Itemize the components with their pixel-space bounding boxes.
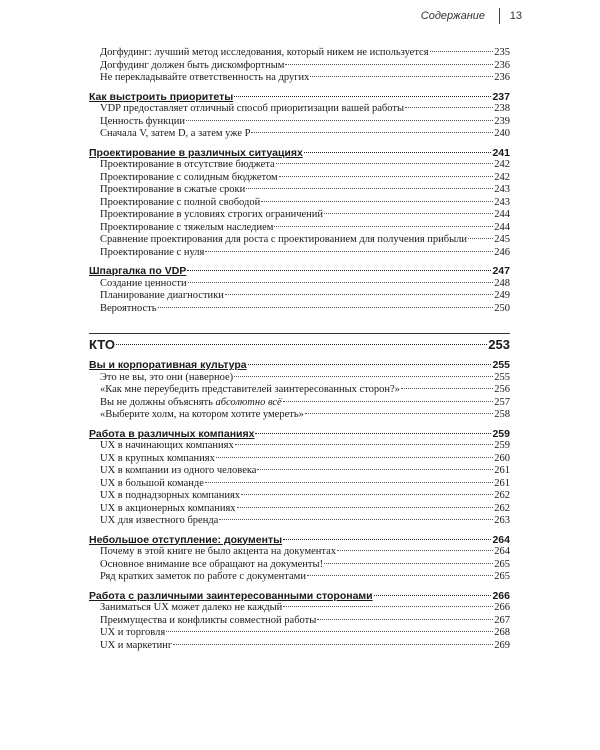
leader-dots (251, 132, 493, 133)
leader-dots (166, 631, 493, 632)
toc-entry[interactable]: Проектирование в отсутствие бюджета 242 (100, 159, 510, 170)
toc-entry[interactable]: VDP предоставляет отличный способ приоритизации вашей работы 238 (100, 103, 510, 114)
leader-dots (279, 176, 494, 177)
toc-entry[interactable]: Создание ценности 248 (100, 277, 510, 289)
leader-dots (307, 575, 493, 576)
leader-dots (216, 457, 493, 458)
toc-entry[interactable]: UX и маркетинг 269 (100, 639, 510, 651)
toc-entry[interactable]: UX для известного бренда 263 (100, 515, 510, 526)
leader-dots (205, 482, 493, 483)
toc-entry[interactable]: UX в акционерных компаниях 262 (100, 502, 510, 514)
toc-entry[interactable]: Планирование диагностики 249 (100, 290, 510, 301)
leader-dots (468, 238, 493, 239)
toc-section-heading[interactable]: Работа в различных компаниях 259 (89, 427, 510, 440)
leader-dots (401, 388, 493, 389)
toc-section-heading[interactable]: Шпаргалка по VDP 247 (89, 265, 510, 277)
toc-entry[interactable]: Вероятность 250 (100, 302, 510, 314)
leader-dots (274, 226, 493, 227)
toc-section-heading[interactable]: Вы и корпоративная культура 255 (89, 359, 510, 371)
leader-dots (283, 401, 494, 402)
part-divider (89, 333, 510, 334)
leader-dots (234, 96, 491, 97)
leader-dots (219, 519, 493, 520)
toc-entry[interactable]: Догфудинг: лучший метод исследования, который никем не используется 235 (100, 47, 510, 58)
toc-entry[interactable]: Заниматься UX может далеко не каждый 266 (100, 602, 510, 613)
header-separator (499, 8, 500, 24)
leader-dots (235, 444, 494, 445)
leader-dots (234, 376, 493, 377)
leader-dots (283, 539, 491, 540)
leader-dots (237, 507, 494, 508)
toc-section-heading[interactable]: Работа с различными заинтересованными сторонами 266 (89, 589, 510, 602)
toc-entry[interactable]: Почему в этой книге не было акцента на документах 264 (100, 546, 510, 557)
leader-dots (304, 152, 492, 153)
emphasis-text: абсолютно всё (215, 396, 282, 408)
leader-dots (310, 76, 493, 77)
toc-entry[interactable]: Проектирование с тяжелым наследием 244 (100, 221, 510, 233)
toc-entry[interactable]: Не перекладывайте ответственность на других 236 (100, 72, 510, 83)
leader-dots (248, 364, 492, 365)
leader-dots (188, 282, 494, 283)
page-number: 13 (509, 10, 522, 22)
toc-entry[interactable]: UX в поднадзорных компаниях 262 (100, 490, 510, 501)
leader-dots (257, 469, 493, 470)
leader-dots (276, 163, 494, 164)
leader-dots (324, 213, 493, 214)
leader-dots (116, 344, 487, 345)
leader-dots (255, 433, 491, 434)
toc-entry[interactable]: Проектирование с нуля 246 (100, 246, 510, 258)
leader-dots (324, 563, 493, 564)
leader-dots (187, 270, 491, 271)
toc-part-heading[interactable]: КТО 253 (89, 337, 510, 352)
leader-dots (337, 550, 493, 551)
toc-entry[interactable]: Сравнение проектирования для роста с проектированием для получения прибыли 245 (100, 234, 510, 245)
running-header-title: Содержание (420, 10, 485, 22)
toc-entry[interactable]: Проектирование в сжатые сроки 243 (100, 184, 510, 195)
toc-section-heading[interactable]: Как выстроить приоритеты 237 (89, 90, 510, 103)
leader-dots (374, 595, 492, 596)
toc-entry[interactable]: Проектирование с полной свободой 243 (100, 196, 510, 208)
toc-entry[interactable]: Преимущества и конфликты совместной работы 267 (100, 614, 510, 626)
leader-dots (186, 120, 493, 121)
leader-dots (317, 619, 493, 620)
leader-dots (305, 413, 493, 414)
toc-entry[interactable]: UX и торговля 268 (100, 627, 510, 638)
leader-dots (285, 64, 493, 65)
leader-dots (246, 188, 493, 189)
leader-dots (225, 294, 493, 295)
toc-section-heading[interactable]: Небольшое отступление: документы 264 (89, 533, 510, 546)
toc-entry[interactable]: UX в компании из одного человека 261 (100, 465, 510, 476)
toc-entry[interactable]: «Как мне переубедить представителей заинтересованных сторон?» 256 (100, 384, 510, 395)
toc-entry[interactable]: Проектирование в условиях строгих ограничений 244 (100, 209, 510, 220)
leader-dots (261, 201, 493, 202)
leader-dots (405, 107, 493, 108)
toc-entry[interactable]: Догфудинг должен быть дискомфортным 236 (100, 59, 510, 71)
leader-dots (158, 307, 494, 308)
toc-entry[interactable]: «Выберите холм, на котором хотите умереть» 258 (100, 409, 510, 420)
toc-entry[interactable]: UX в большой команде 261 (100, 477, 510, 489)
toc-entry[interactable]: Вы не должны объяснять абсолютно всё 257 (100, 396, 510, 408)
toc-entry[interactable]: Это не вы, это они (наверное) 255 (100, 371, 510, 383)
toc-entry[interactable]: Основное внимание все обращают на документы! 265 (100, 558, 510, 570)
toc-entry[interactable]: Сначала V, затем D, а затем уже P 240 (100, 128, 510, 139)
toc-entry[interactable]: Ряд кратких заметок по работе с документами 265 (100, 571, 510, 582)
toc-entry[interactable]: Ценность функции 239 (100, 115, 510, 127)
leader-dots (173, 644, 493, 645)
leader-dots (283, 606, 493, 607)
toc-section-heading[interactable]: Проектирование в различных ситуациях 241 (89, 146, 510, 159)
leader-dots (241, 494, 493, 495)
leader-dots (430, 51, 494, 52)
running-header (0, 8, 600, 24)
toc-entry[interactable]: UX в начинающих компаниях 259 (100, 440, 510, 451)
toc-entry[interactable]: UX в крупных компаниях 260 (100, 452, 510, 464)
table-of-contents (89, 47, 510, 652)
toc-entry[interactable]: Проектирование с солидным бюджетом 242 (100, 171, 510, 183)
leader-dots (205, 251, 493, 252)
